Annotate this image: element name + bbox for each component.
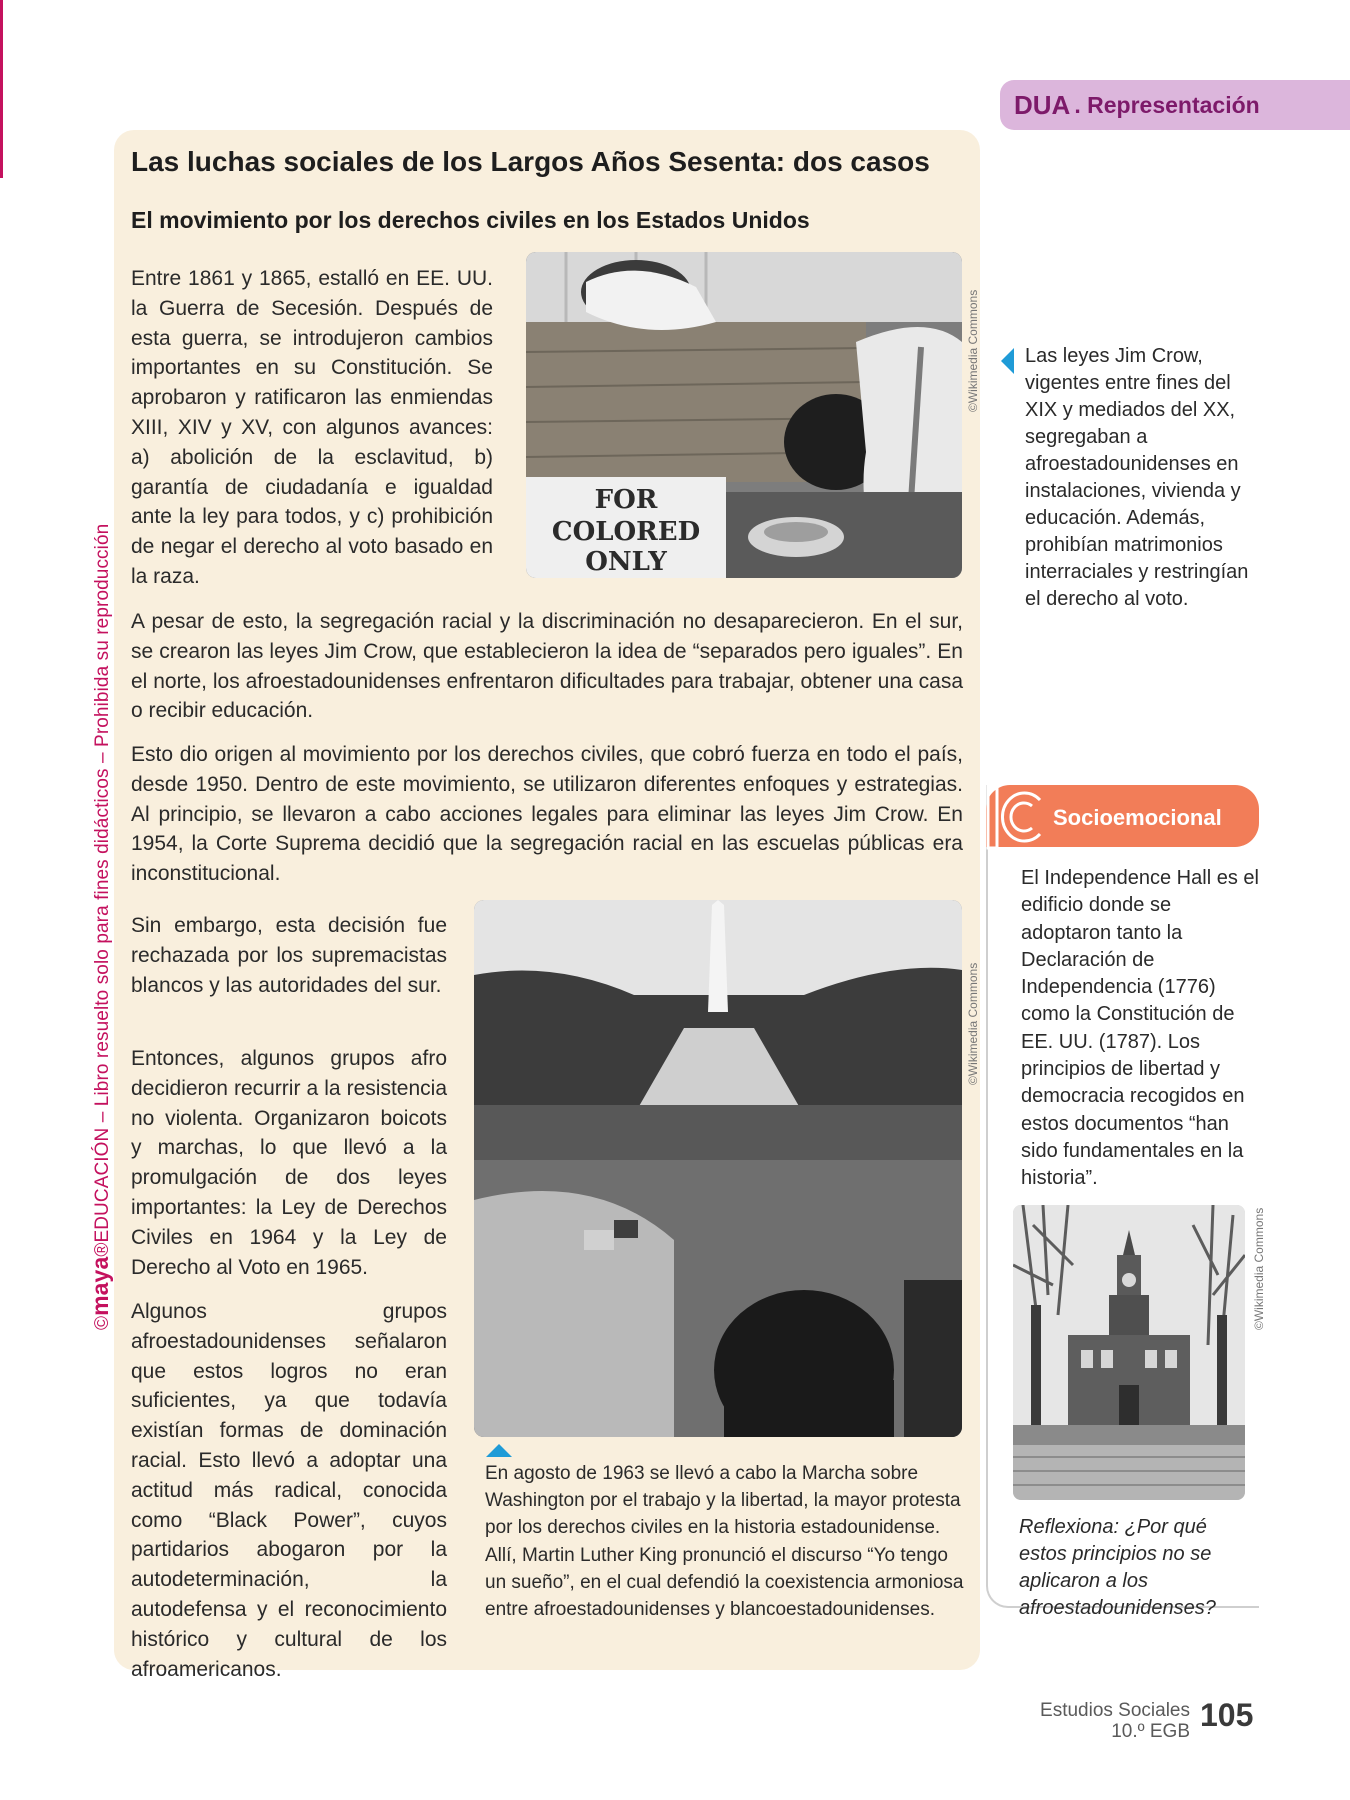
dua-prefix: DUA bbox=[1014, 89, 1071, 120]
copyright-symbol: © bbox=[92, 1315, 113, 1330]
hall-photo-credit: ©Wikimedia Commons bbox=[1252, 1207, 1266, 1330]
fountain-sign-line-1: FOR bbox=[594, 485, 658, 515]
paragraph-nonviolence: Entonces, algunos grupos afro decidieron recurrir a la resistencia no violenta. Organizaron boicots y marchas, lo que llevó a la promulgación de dos leyes importantes: la Ley de Derechos Civiles en 1964 y la Ley de Derecho al Voto en 1965. bbox=[131, 1047, 447, 1279]
caption-pointer-left-icon bbox=[1001, 348, 1014, 374]
fountain-illustration bbox=[526, 252, 962, 578]
article-title: Las luchas sociales de los Largos Años Sesenta: dos casos bbox=[131, 146, 930, 177]
copyright-text: EDUCACIÓN – Libro resuelto solo para fines didácticos – Prohibida su reproducción bbox=[92, 523, 113, 1243]
registered-symbol: ® bbox=[92, 1242, 113, 1257]
dua-label: . Representación bbox=[1074, 91, 1260, 118]
paragraph-segregation: A pesar de esto, la segregación racial y la discriminación no desaparecieron. En el sur, se crearon las leyes Jim Crow, que establecieron la idea de “separados pero iguales”. En el norte, los afroestadounidenses enfrentaron dificultades para trabajar, obtener una casa o recibir educación. bbox=[131, 610, 963, 723]
paragraph-movement-origin: Esto dio origen al movimiento por los derechos civiles, que cobró fuerza en todo el país, desde 1950. Dentro de este movimiento, se utilizaron diferentes enfoques y estrategias. Al principio, se llevaron a cabo acciones legales para eliminar las leyes Jim Crow. En 1954, la Corte Suprema decidió que la segregación racial en las escuelas públicas era inconstitucional. bbox=[131, 743, 963, 886]
paragraph-black-power: Algunos grupos afroestadounidenses señalaron que estos logros no eran suficientes, ya que todavía existían formas de dominación racial. Esto llevó a adoptar una actitud más radical, conocida como “Black Power”, cuyos partidarios abogaron por la autodeterminación, la autodefensa y el reconocimiento histórico y cultural de los afroamericanos. bbox=[131, 1300, 447, 1681]
independence-hall-text: El Independence Hall es el edificio donde se adoptaron tanto la Declaración de Independencia (1776) como la Constitución de EE. UU. (1787). Los principios de libertad y democracia recogidos en estos documentos “han sido fundamentales en la historia”. bbox=[1021, 867, 1259, 1190]
dua-tab bbox=[1000, 80, 1350, 130]
socioemotional-logo-icon bbox=[984, 782, 1044, 852]
paragraph-rejection: Sin embargo, esta decisión fue rechazada por los supremacistas blancos y las autoridades del sur. bbox=[131, 914, 447, 997]
jim-crow-caption: Las leyes Jim Crow, vigentes entre fines del XIX y mediados del XX, segregaban a afroestadounidenses en instalaciones, vivienda y educación. Además, prohibían matrimonios interraciales y restringían el derecho al voto. bbox=[1025, 345, 1249, 610]
vertical-copyright-notice bbox=[87, 500, 114, 1330]
brand-logo-text: maya bbox=[87, 1256, 113, 1316]
reflection-question: Reflexiona: ¿Por qué estos principios no se aplicaron a los afroestadounidenses? bbox=[1019, 1516, 1216, 1619]
photo-independence-hall bbox=[1013, 1205, 1245, 1500]
fountain-sign-line-2: COLORED bbox=[551, 517, 701, 547]
footer-grade: 10.º EGB bbox=[1111, 1721, 1190, 1742]
march-photo-credit: ©Wikimedia Commons bbox=[966, 962, 980, 1085]
photo-segregated-fountains bbox=[526, 252, 962, 578]
page-number: 105 bbox=[1200, 1697, 1254, 1733]
paragraph-civil-war: Entre 1861 y 1865, estalló en EE. UU. la Guerra de Secesión. Después de esta guerra, se introdujeron cambios importantes en su Constitución. Se aprobaron y ratificaron las enmiendas XIII, XIV y XV, con algunos avances: a) abolición de la esclavitud, b) garantía de ciudadanía e igualdad ante la ley para todos, y c) prohibición de negar el derecho al voto basado en la raza. bbox=[131, 267, 493, 588]
socioemotional-label: Socioemocional bbox=[1053, 805, 1222, 830]
left-edge-accent bbox=[0, 0, 3, 178]
caption-pointer-up-icon bbox=[486, 1444, 512, 1457]
footer-subject: Estudios Sociales bbox=[1040, 1700, 1190, 1721]
fountain-sign-line-3: ONLY bbox=[585, 547, 667, 577]
march-caption: En agosto de 1963 se llevó a cabo la Marcha sobre Washington por el trabajo y la libertad, la mayor protesta por los derechos civiles en la historia estadounidense. Allí, Martin Luther King pronunció el discurso “Yo tengo un sueño”, en el cual defendió la coexistencia armoniosa entre afroestadounidenses y blancoestadounidenses. bbox=[485, 1463, 964, 1621]
independence-hall-illustration bbox=[1013, 1205, 1245, 1500]
march-illustration bbox=[474, 900, 962, 1437]
fountain-photo-credit: ©Wikimedia Commons bbox=[966, 289, 980, 412]
photo-march-on-washington bbox=[474, 900, 962, 1437]
article-subtitle: El movimiento por los derechos civiles en los Estados Unidos bbox=[131, 207, 810, 233]
